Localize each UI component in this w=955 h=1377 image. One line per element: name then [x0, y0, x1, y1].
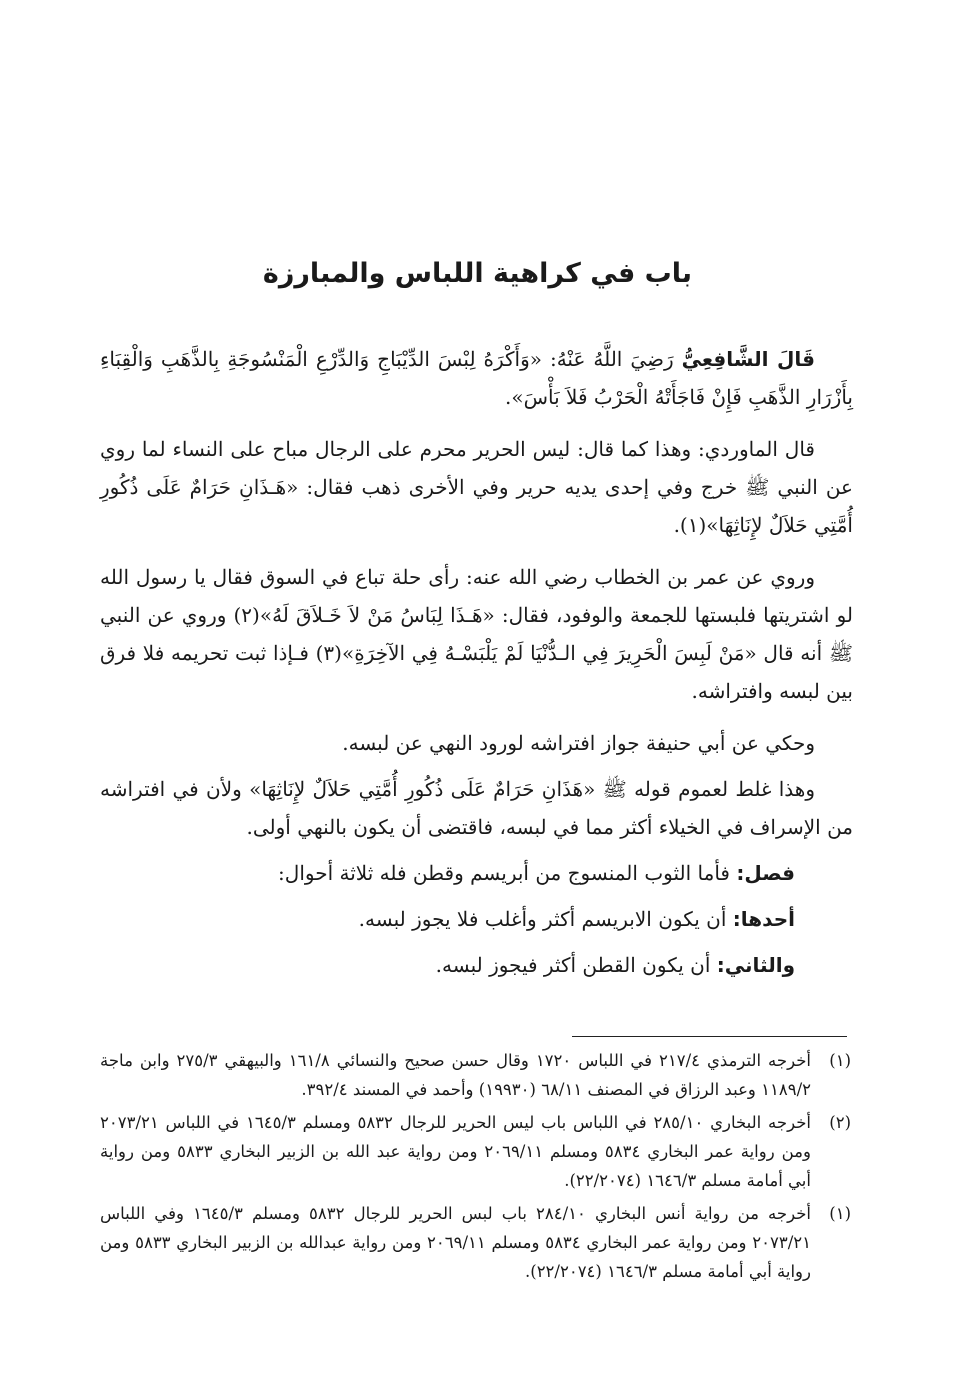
paragraph-shafii-quote: [100, 340, 853, 416]
main-text: [100, 340, 853, 992]
paragraph-umar-narration: [100, 558, 853, 710]
paragraph-refutation: [100, 770, 853, 846]
chapter-title: باب في كراهية اللباس والمبارزة: [262, 258, 693, 289]
footnote-divider: [572, 1036, 847, 1037]
paragraph-fasl: [100, 854, 853, 892]
footnote-text: أخرجه البخاري ٢٨٥/١٠ في اللباس باب ليس الحرير للرجال ٥٨٣٢ ومسلم ١٦٤٥/٣ في اللباس ٢٠٧٣/٢١ ومن رواية عمر البخاري ٥٨٣٤ ومسلم ٢٠٦٩/١١ ومن رواية عبد الله بن الزبير البخاري ٥٨٣٣ ومن رواية أبي أمامة مسلم ١٦٤٦/٣ (٢٢/٢٠٧٤).: [100, 1113, 811, 1190]
paragraph-case-two: [100, 946, 853, 984]
paragraph-text: أن يكون القطن أكثر فيجوز لبسه.: [435, 953, 717, 977]
footnote-number: (٢): [829, 1113, 851, 1132]
paragraph-text: وهذا غلط لعموم قوله ﷺ «هَذَانِ حَرَامٌ عَلَى ذُكُورِ أُمَّتِي حَلاَلٌ لإِنَاثِهَا» ولأن في افتراشه من الإسراف في الخيلاء أكثر مما في لبسه، فاقتضى أن يكون بالنهي أولى.: [100, 777, 853, 839]
footnote: [100, 1046, 851, 1104]
paragraph-text: وحكي عن أبي حنيفة جواز افتراشه لورود النهي عن لبسه.: [342, 731, 815, 755]
paragraph-text: وروي عن عمر بن الخطاب رضي الله عنه: رأى حلة تباع في السوق فقال يا رسول الله لو اشتريتها فلبستها للجمعة والوفود، فقال: «هَـذَا لِبَاسُ مَنْ لاَ خَـلاَقَ لَهُ»(٢) وروي عن النبي ﷺ أنه قال «مَنْ لَبِسَ الْحَرِيرَ فِي الـدُّنْيَا لَمْ يَلْبَسْـهُ فِي الآخِرَةِ»(٣) فـإذا ثبت تحريمه فلا فرق بين لبسه وافتراشه.: [100, 565, 853, 703]
paragraph-text: فأما الثوب المنسوج من أبريسم وقطن فله ثلاثة أحوال:: [278, 861, 737, 885]
paragraph-abu-hanifa: [100, 724, 853, 762]
paragraph-lead: قَالَ الشَّافِعِيُّ: [681, 347, 815, 371]
paragraph-text: أن يكون الابريسم أكثر وأغلب فلا يجوز لبسه.: [358, 907, 733, 931]
paragraph-lead: فصل:: [736, 861, 795, 885]
footnote: [100, 1199, 851, 1286]
footnote-number: (١): [829, 1204, 851, 1223]
paragraph-text: قال الماوردي: وهذا كما قال: ليس الحرير محرم على الرجال مباح على النساء لما روي عن النبي ﷺ خرج وفي إحدى يديه حرير وفي الأخرى ذهب فقال: «هَـذَانِ حَرَامٌ عَلَى ذُكُورِ أُمَّتِي حَلاَلٌ لإِنَاثِهَا»(١).: [100, 437, 853, 537]
footnote-text: أخرجه الترمذي ٢١٧/٤ في اللباس ١٧٢٠ وقال حسن صحيح والنسائي ١٦١/٨ والبيهقي ٢٧٥/٣ وابن ماجة ١١٨٩/٢ وعبد الرزاق في المصنف ٦٨/١١ (١٩٩٣٠) وأحمد في المسند ٣٩٢/٤.: [100, 1051, 811, 1099]
footnote: [100, 1108, 851, 1195]
footnote-number: (١): [829, 1051, 851, 1070]
footnotes: [100, 1046, 851, 1290]
paragraph-lead: والثاني:: [716, 953, 795, 977]
paragraph-text: رَضِيَ اللَّهُ عَنْهُ: «وَأَكْرَهُ لِبْسَ الدِّيْبَاجِ وَالدِّرْعِ الْمَنْسُوجَةِ بِالذَّهَبِ وَالْقِبَاءِ بِأَزْرَارِ الذَّهَبِ فَإِنْ فَاجَأَتْهُ الْحَرْبُ فَلاَ بَأْسَ».: [100, 347, 853, 409]
footnote-text: أخرجه من رواية أنس البخاري ٢٨٤/١٠ باب لبس الحرير للرجال ٥٨٣٢ ومسلم ١٦٤٥/٣ وفي اللباس ٢٠٧٣/٢١ ومن رواية عمر البخاري ٥٨٣٤ ومسلم ٢٠٦٩/١١ ومن رواية عبدالله بن الزبير البخاري ٥٨٣٣ ومن رواية أبي أمامة مسلم ١٦٤٦/٣ (٢٢/٢٠٧٤).: [100, 1204, 811, 1281]
paragraph-case-one: [100, 900, 853, 938]
paragraph-lead: أحدها:: [732, 907, 795, 931]
paragraph-mawardi: [100, 430, 853, 544]
